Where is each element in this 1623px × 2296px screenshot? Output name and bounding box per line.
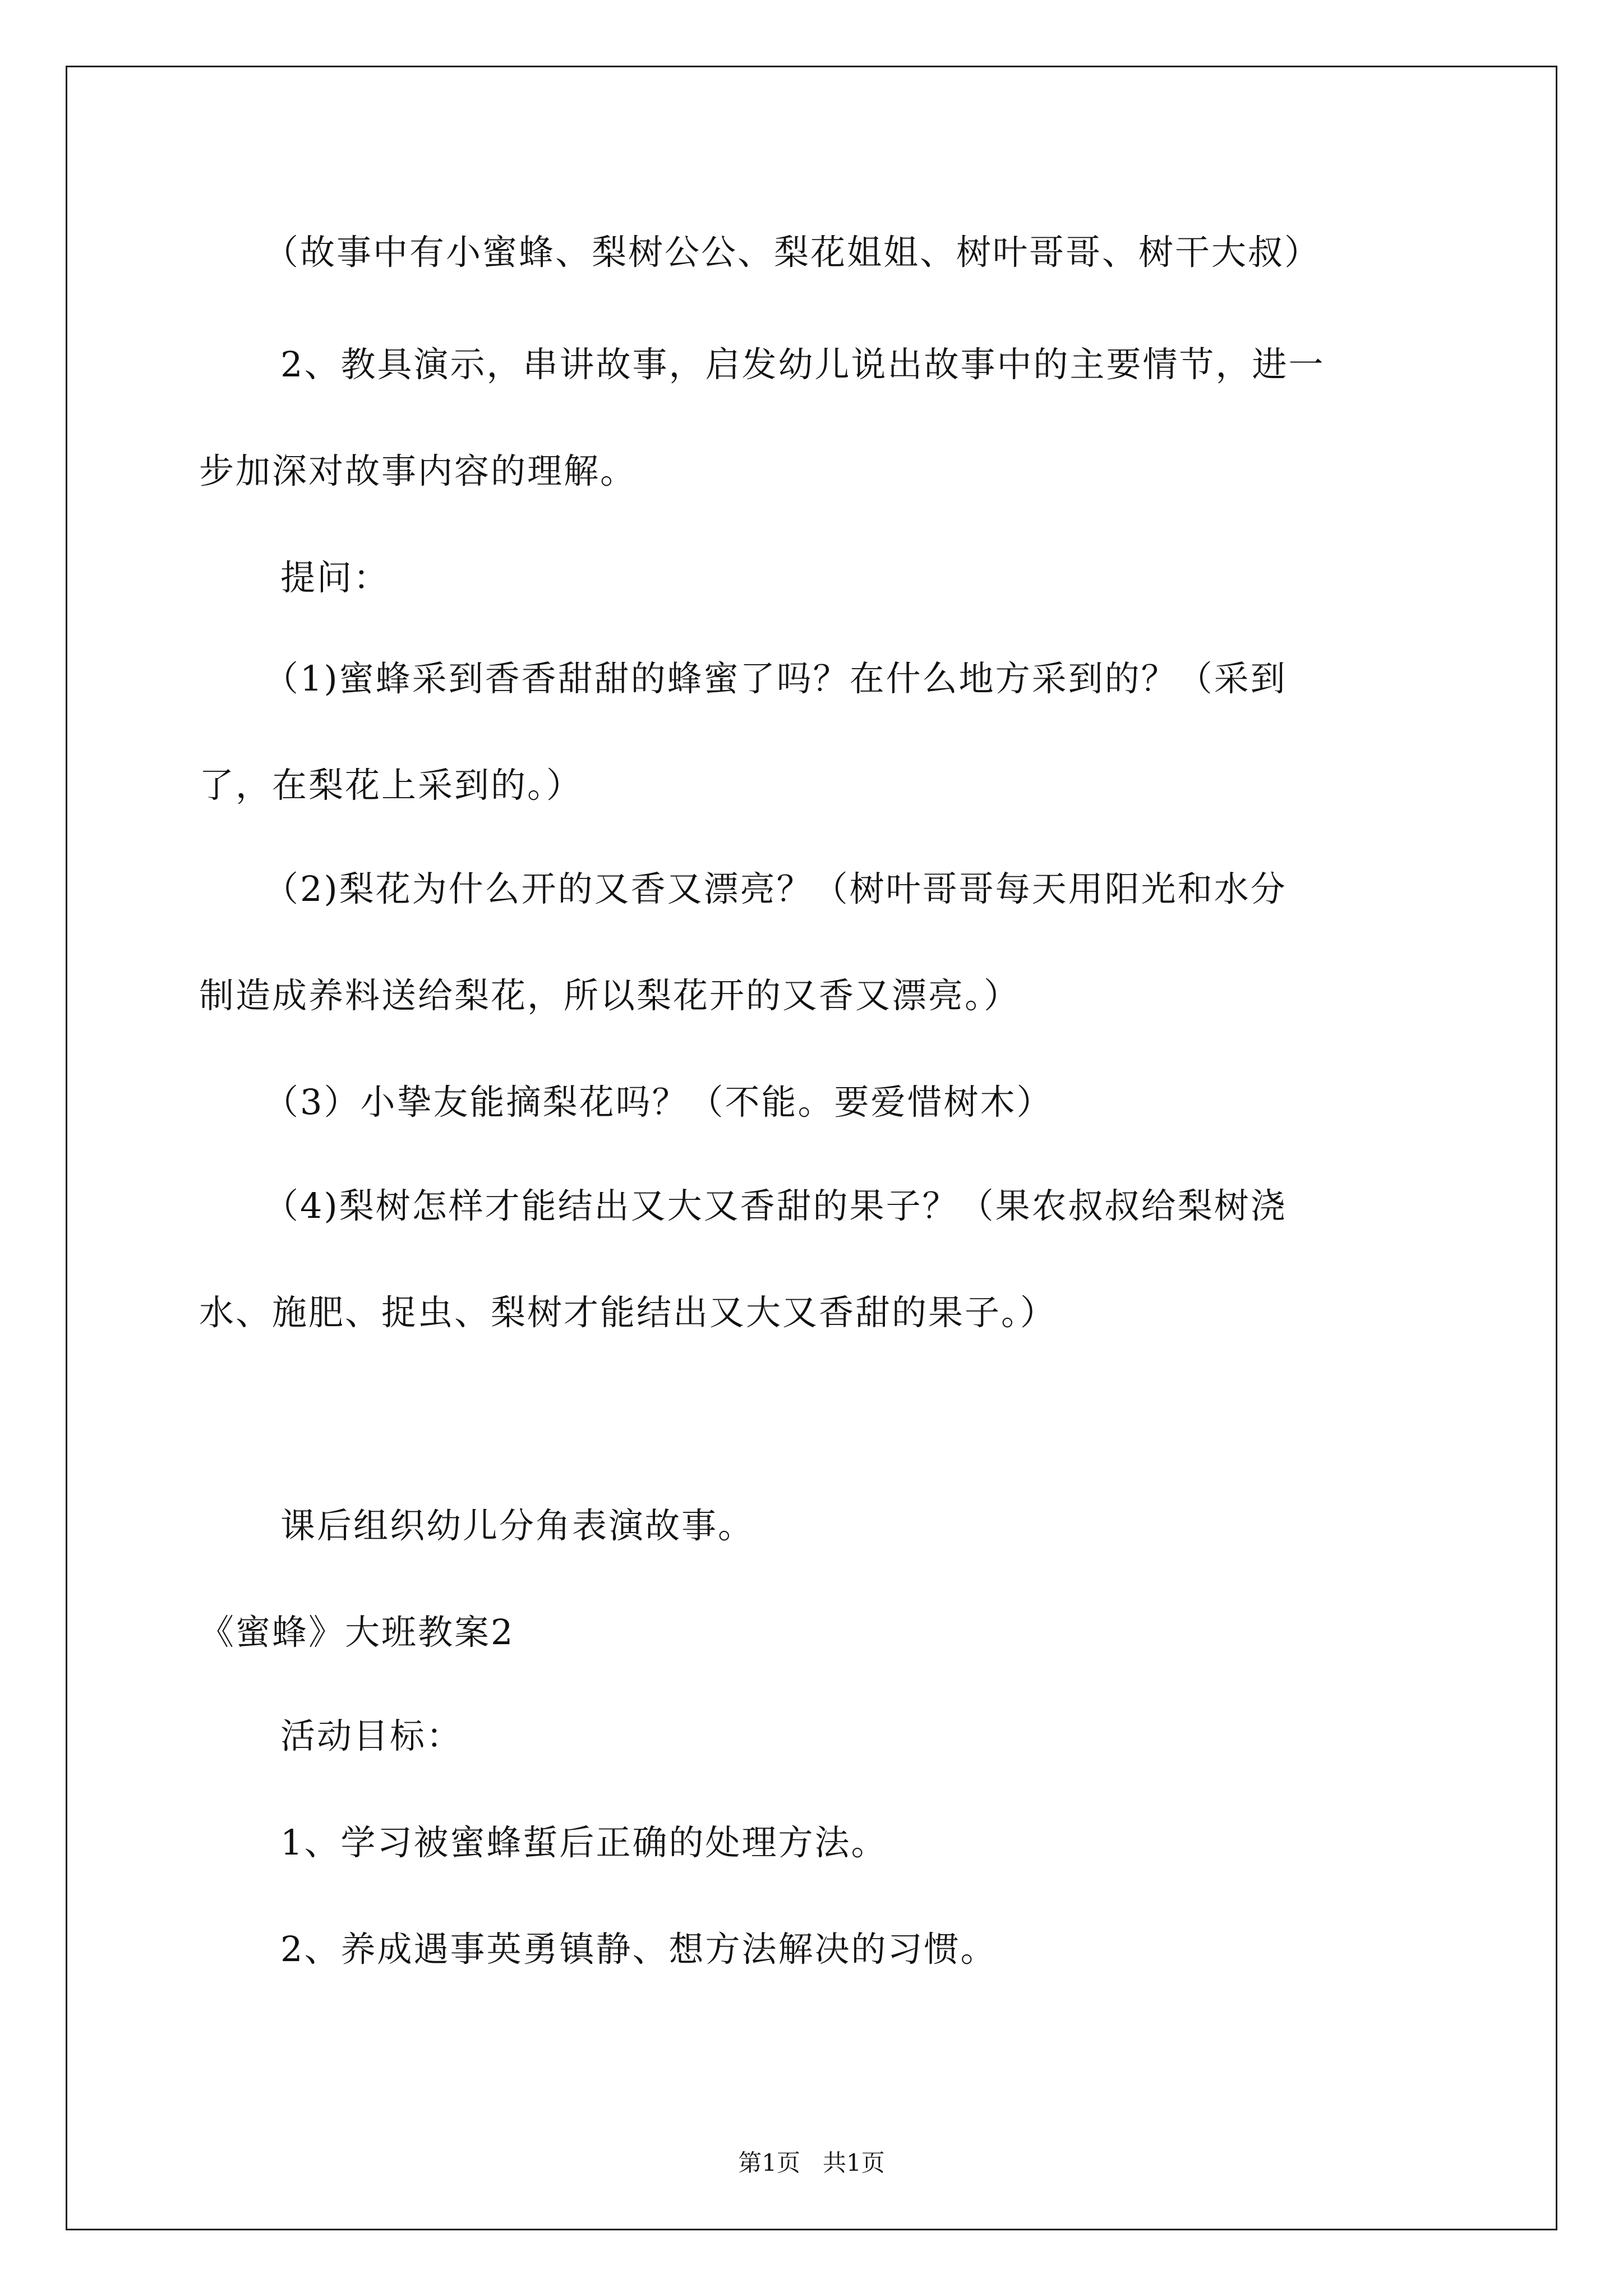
text-line: （3）小挚友能摘梨花吗？（不能。要爱惜树木）: [264, 1082, 1053, 1122]
text-line: 水、施肥、捉虫、梨树才能结出又大又香甜的果子。）: [199, 1292, 1057, 1333]
text-line: （4)梨树怎样才能结出又大又香甜的果子？（果农叔叔给梨树浇: [264, 1185, 1287, 1226]
text-line: 了，在梨花上采到的。）: [199, 765, 583, 806]
section-heading: 《蜜蜂》大班教案2: [199, 1612, 515, 1653]
text-line: （1)蜜蜂采到香香甜甜的蜂蜜了吗？在什么地方采到的？（采到: [264, 658, 1287, 699]
text-line: （故事中有小蜜蜂、梨树公公、梨花姐姐、树叶哥哥、树干大叔）: [264, 232, 1321, 273]
page-footer: 第1页 共1页: [738, 2149, 885, 2177]
text-line: 2、养成遇事英勇镇静、想方法解决的习惯。: [280, 1929, 997, 1970]
text-line: 1、学习被蜜蜂蜇后正确的处理方法。: [280, 1822, 888, 1863]
text-line: 2、教具演示，串讲故事，启发幼儿说出故事中的主要情节，进一: [280, 344, 1325, 385]
page-border: [66, 66, 1557, 2230]
text-line: （2)梨花为什么开的又香又漂亮？（树叶哥哥每天用阳光和水分: [264, 868, 1287, 909]
text-line: 步加深对故事内容的理解。: [199, 450, 637, 491]
text-line: 课后组织幼儿分角表演故事。: [280, 1505, 755, 1546]
text-line: 活动目标：: [280, 1715, 463, 1756]
text-line: 提问：: [280, 557, 390, 598]
text-line: 制造成养料送给梨花，所以梨花开的又香又漂亮。）: [199, 975, 1021, 1016]
